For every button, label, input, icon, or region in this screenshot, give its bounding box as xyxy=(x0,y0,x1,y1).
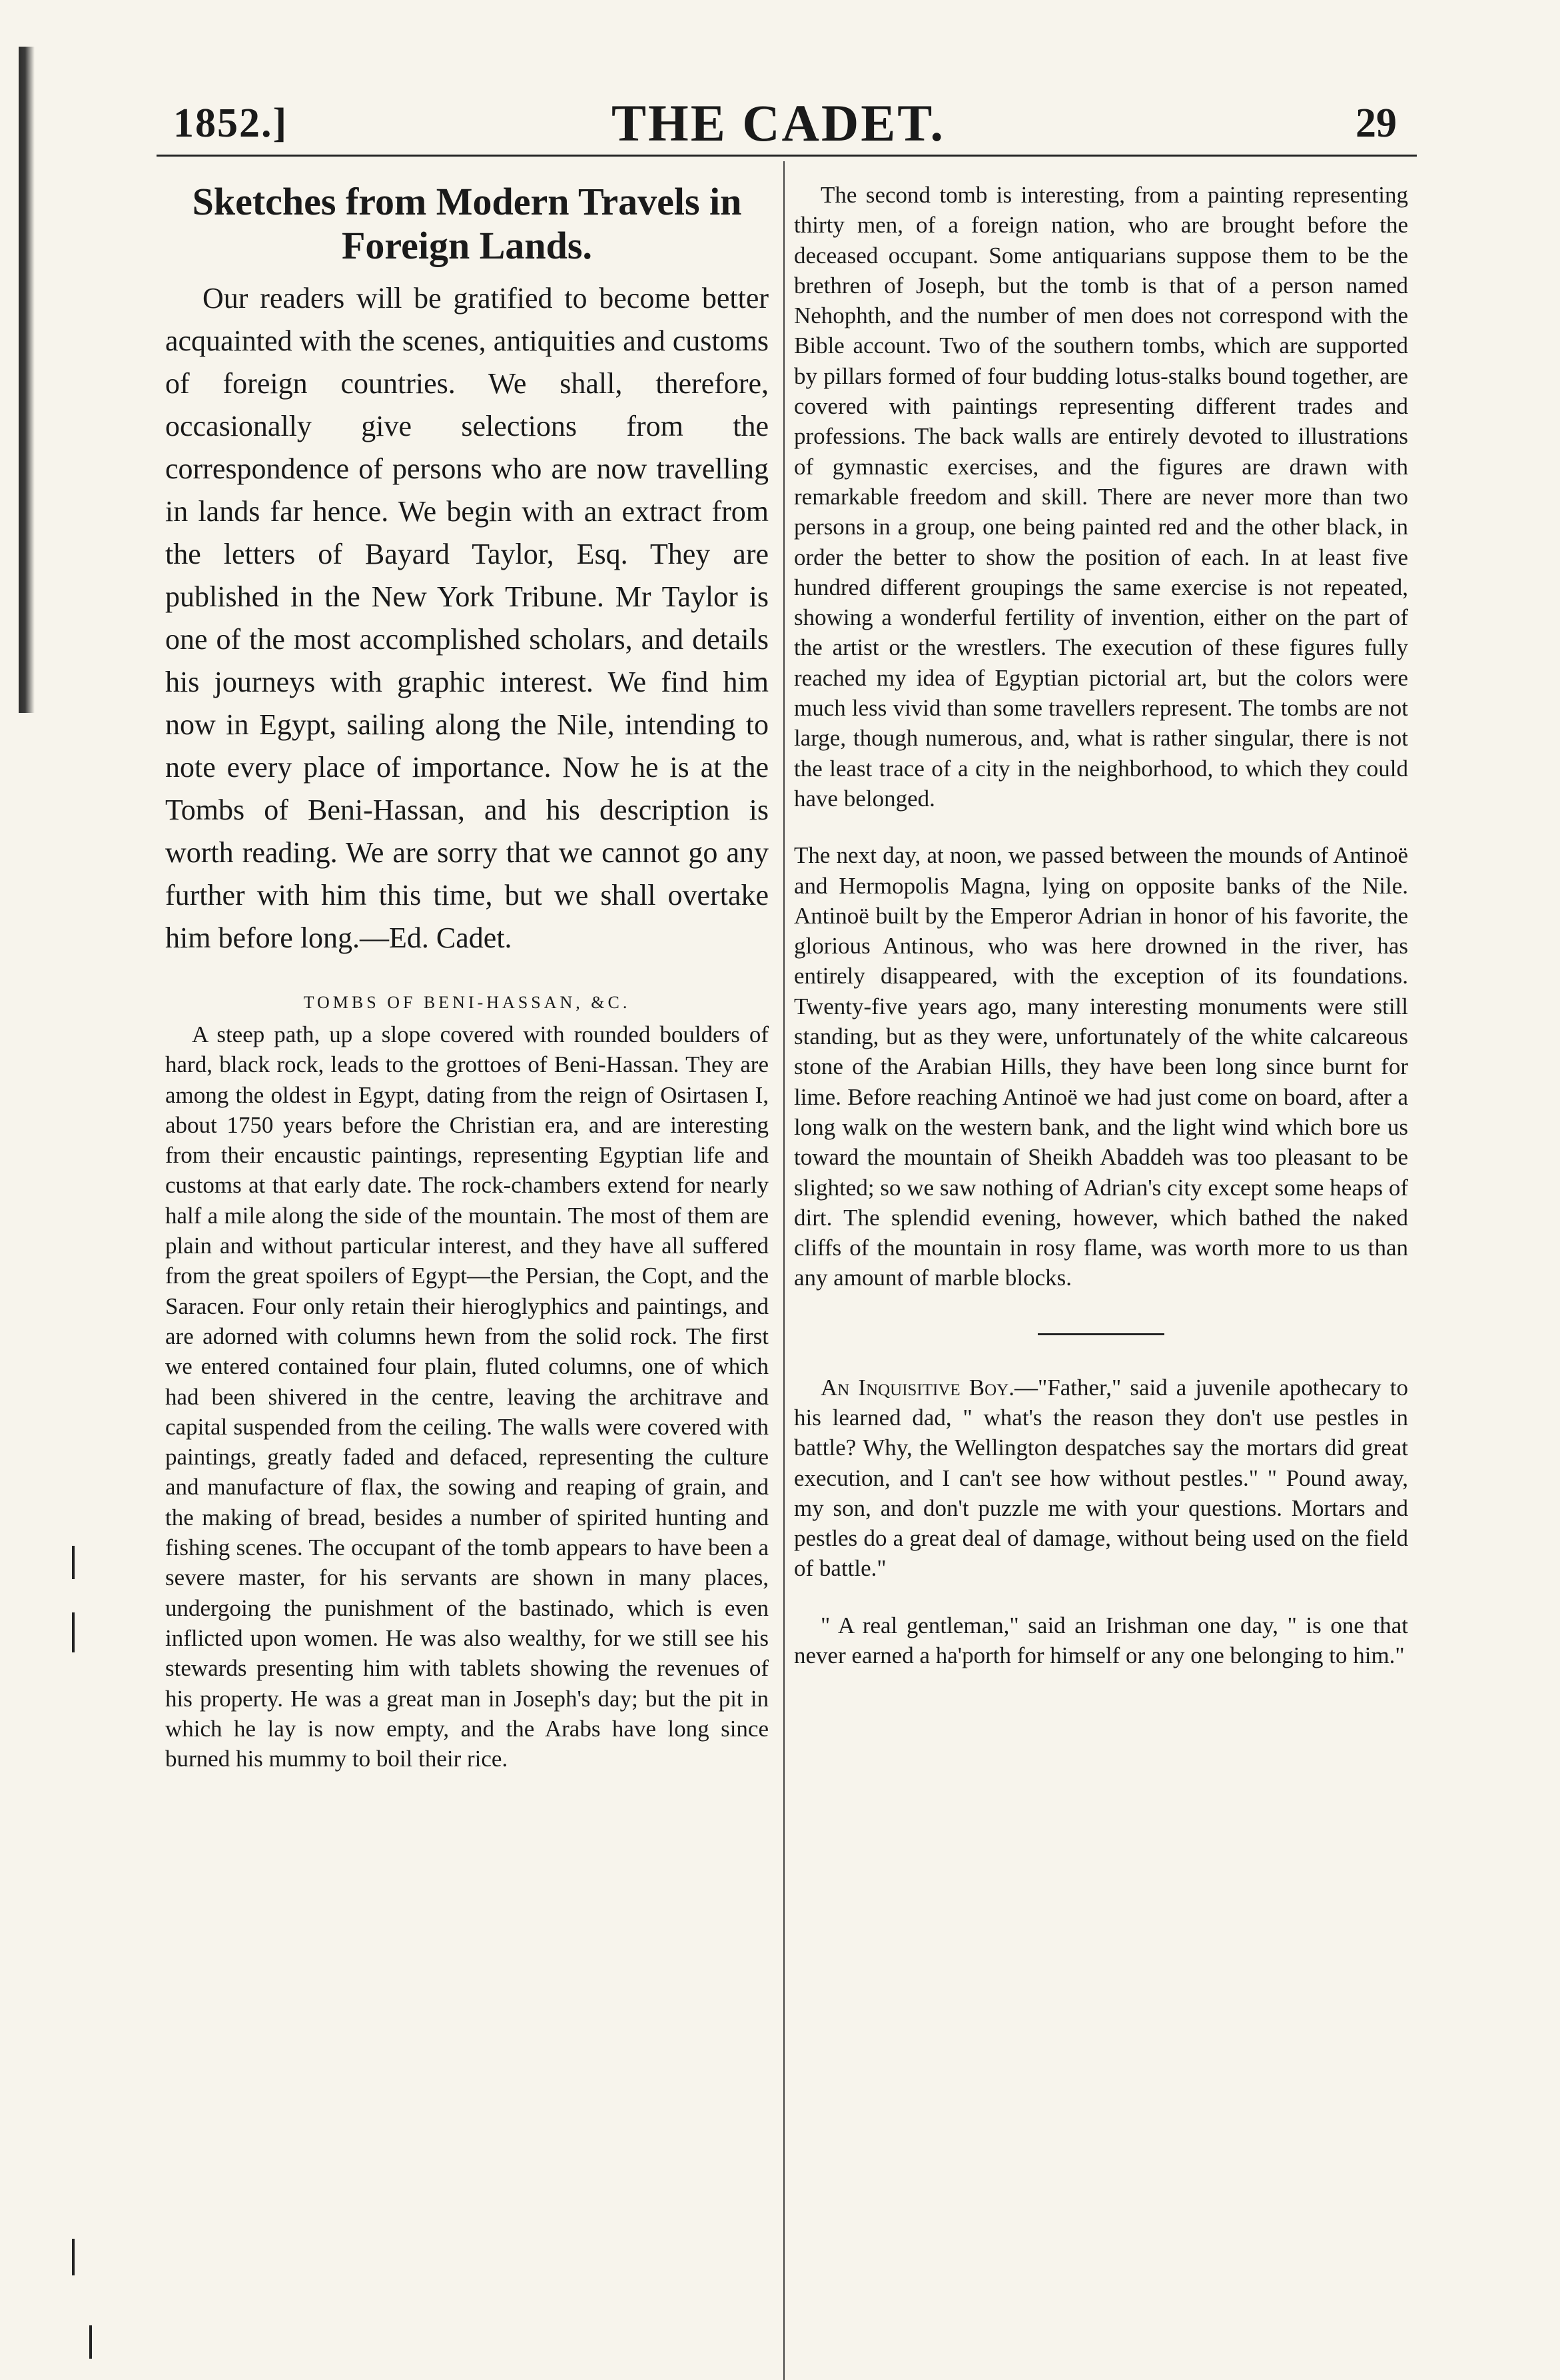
scan-edge-dash xyxy=(89,2325,92,2359)
running-header xyxy=(160,93,1397,160)
header-title: THE CADET. xyxy=(611,94,945,152)
anecdote-gentleman: " A real gentleman," said an Irishman one day, " is one that never earned a ha'porth for himself or any one belonging to him." xyxy=(794,1612,1408,1669)
article-title: Sketches from Modern Travels in Foreign Lands. xyxy=(192,180,742,267)
article-intro: Our readers will be gratified to become better acquainted with the scenes, antiquities and customs of foreign countries. We shall, therefore, occasionally give selections from the correspondence of persons who are now travelling in lands far hence. We begin with an extract from the letters of Bayard Taylor, Esq. They are published in the New York Tribune. Mr Taylor is one of the most accomplished scholars, and details his journeys with graphic interest. We find him now in Egypt, sailing along the Nile, intending to note every place of importance. Now he is at the Tombs of Beni-Hassan, and his description is worth reading. We are sorry that we cannot go any further with him this time, but we shall overtake him before long.—Ed. Cadet. xyxy=(165,282,769,954)
header-year: 1852.] xyxy=(173,101,288,146)
header-rule xyxy=(157,155,1417,157)
anecdote-text: —"Father," said a juvenile apothecary to his learned dad, " what's the reason they don't use pestles in battle? Why, the Wellington despatches say the mortars did great execution, and I can't see how without pestles." " Pound away, my son, and don't puzzle me with your questions. Mortars and pestles do a great deal of damage, without being used on the field of battle." xyxy=(794,1374,1408,1582)
column-rule xyxy=(783,161,785,2380)
article-paragraph: The next day, at noon, we passed between the mounds of Antinoë and Hermopolis Magna, lying on opposite banks of the Nile. Antinoë built by the Emperor Adrian in honor of his favorite, the glorious Antinous, who was here drowned in the river, has entirely disappeared, with the exception of its foundations. Twenty-five years ago, many interesting monuments were still standing, but as they were, unfortunately of the white calcareous stone of the Arabian Hills, they have been long since burnt for lime. Before reaching Antinoë we had just come on board, after a long walk on the western bank, and the light wind which bore us toward the mountain of Sheikh Abaddeh was too pleasant to be slighted; so we saw nothing of Adrian's city except some heaps of dirt. The splendid evening, however, which bathed the naked cliffs of the mountain in rosy flame, was worth more to us than any amount of marble blocks. xyxy=(794,842,1408,1291)
scan-edge-dash xyxy=(72,1546,75,1579)
scan-edge-mark xyxy=(19,47,35,713)
anecdote-heading: An Inquisitive Boy. xyxy=(821,1374,1014,1401)
article-paragraph: The second tomb is interesting, from a painting representing thirty men, of a foreign nation, who are brought before the deceased occupant. Some antiquarians suppose them to be the brethren of Joseph, but the tomb is that of a person named Nehophth, and the number of men does not correspond with the Bible account. Two of the southern tombs, which are supported by pillars formed of four budding lotus-stalks bound together, are covered with paintings representing different trades and professions. The back walls are entirely devoted to illustrations of gymnastic exercises, and the figures are drawn with remarkable freedom and skill. There are never more than two persons in a group, one being painted red and the other black, in order the better to show the position of each. In at least five hundred different groupings the same exercise is not repeated, showing a wonderful fertility of invention, either on the part of the artist or the wrestlers. The execution of these figures fully reached my idea of Egyptian pictorial art, but the colors were much less vivid than some travellers represent. The tombs are not large, though numerous, and, what is rather singular, there is not the least trace of a city in the neighborhood, to which they could have belonged. xyxy=(794,182,1408,812)
scan-edge-dash xyxy=(72,1612,75,1652)
article-subheading: TOMBS OF BENI-HASSAN, &C. xyxy=(303,993,631,1012)
right-column xyxy=(794,180,1408,1670)
article-paragraph: A steep path, up a slope covered with rounded boulders of hard, black rock, leads to the grottoes of Beni-Hassan. They are among the oldest in Egypt, dating from the reign of Osirtasen I, about 1750 years before the Christian era, and are interesting from their encaustic paintings, representing Egyptian life and customs at that early date. The rock-chambers extend for nearly half a mile along the side of the mountain. The most of them are plain and without particular interest, and they have all suffered from the great spoilers of Egypt—the Persian, the Copt, and the Saracen. Four only retain their hieroglyphics and paintings, and are adorned with columns hewn from the solid rock. The first we entered contained four plain, fluted columns, one of which had been shivered in the centre, leaving the architrave and capital suspended from the ceiling. The walls were covered with paintings, greatly faded and defaced, representing the culture and manufacture of flax, the sowing and reaping of grain, and the making of bread, besides a number of spirited hunting and fishing scenes. The occupant of the tomb appears to have been a severe master, for his servants are shown in many places, undergoing the punishment of the bastinado, which is even inflicted upon women. He was also wealthy, for we still see his stewards presenting him with tablets showing the revenues of his property. He was a great man in Joseph's day; but the pit in which he lay is now empty, and the Arabs have long since burned his mummy to boil their rice. xyxy=(165,1021,769,1772)
paragraph-gap xyxy=(794,814,1408,840)
paragraph-gap xyxy=(794,1584,1408,1610)
anecdote-inquisitive-boy xyxy=(794,1373,1408,1584)
header-page-number: 29 xyxy=(1356,101,1397,146)
scan-edge-dash xyxy=(72,2239,75,2275)
section-separator xyxy=(1038,1333,1164,1335)
left-column xyxy=(165,180,769,1774)
